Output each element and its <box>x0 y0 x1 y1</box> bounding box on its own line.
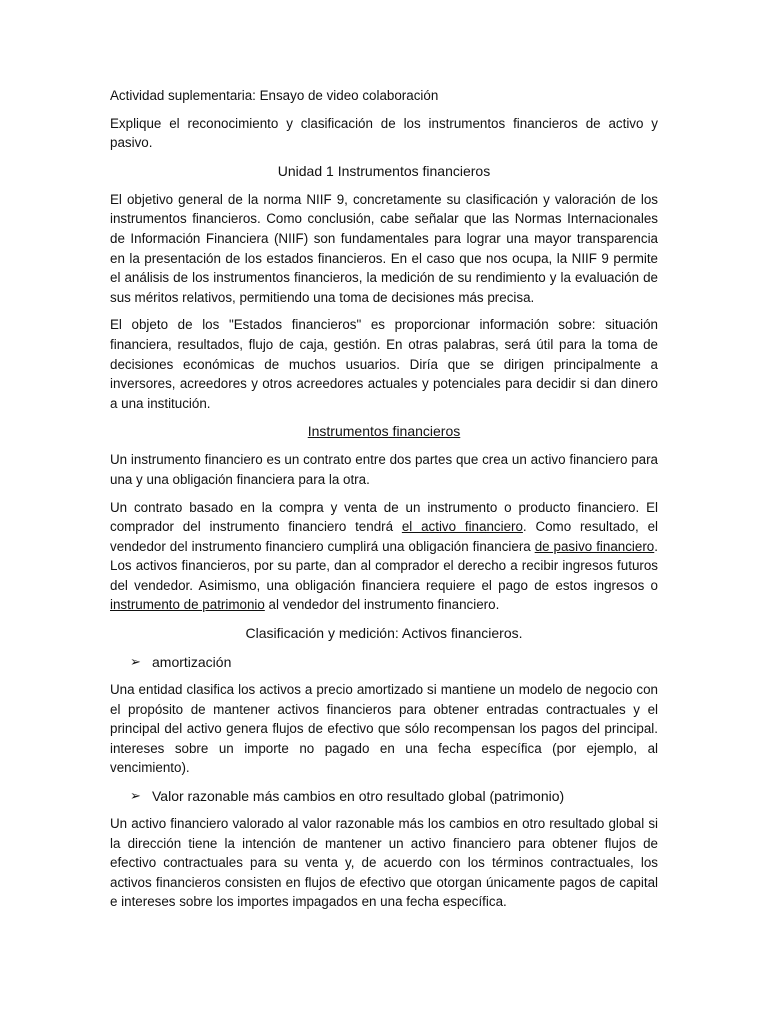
section-heading-instrumentos <box>110 421 658 441</box>
activity-title: Actividad suplementaria: Ensayo de video colaboración <box>110 88 439 103</box>
link-instrumento-patrimonio[interactable]: instrumento de patrimonio <box>110 597 265 613</box>
arrow-bullet-icon: ➢ <box>130 654 141 670</box>
bullet-valor-razonable <box>130 786 658 806</box>
link-pasivo-financiero[interactable]: de pasivo financiero <box>534 538 655 554</box>
paragraph-niif9: El objetivo general de la norma NIIF 9, concretamente su clasificación y valoración de los instrumentos financieros. Como conclusión, cabe señalar que las Normas Internacionales de Información Financiera (NIIF) son fundamentales para lograr una mayor transparencia en la presentación de los estados financieros. En el caso que nos ocupa, la NIIF 9 permite el análisis de los instrumentos financieros, la medición de su rendimiento y la evaluación de sus méritos relativos, permitiendo una toma de decisiones más precisa. <box>110 191 658 305</box>
paragraph-estados-financieros: El objeto de los "Estados financieros" es proporcionar información sobre: situación financiera, resultados, flujo de caja, gestión. En otras palabras, será útil para la toma de decisiones económicas de muchos usuarios. Diría que se dirigen principalmente a inversores, acreedores y otros acreedores actuales y potenciales para decidir si dan dinero a una institución. <box>110 317 658 411</box>
paragraph-contrato-part-d: al vendedor del instrumento financiero. <box>264 597 500 613</box>
paragraph-definicion: Un instrumento financiero es un contrato entre dos partes que crea un activo financiero para una y una obligación financiera para la otra. <box>110 452 658 487</box>
paragraph-contrato <box>110 498 658 616</box>
paragraph-valor-razonable: Un activo financiero valorado al valor razonable más los cambios en otro resultado global si la dirección tiene la intención de mantener un activo financiero para obtener flujos de efectivo contractuales para su venta y, de acuerdo con los términos contractuales, los activos financieros consisten en flujos de efectivo que otorgan únicamente pagos de capital e intereses sobre los importes impagados en una fecha específica. <box>110 816 658 910</box>
activity-prompt: Explique el reconocimiento y clasificación de los instrumentos financieros de activo y pasivo. <box>110 115 658 151</box>
bullet-amortizacion <box>130 652 658 672</box>
classification-heading: Clasificación y medición: Activos financieros. <box>245 625 523 642</box>
unit-heading: Unidad 1 Instrumentos financieros <box>277 162 491 179</box>
paragraph-contrato-part-a: Un contrato basado en la compra y venta de un instrumento o producto financiero. El comprador del instrumento financiero tendrá <box>110 499 658 535</box>
arrow-bullet-icon: ➢ <box>130 788 141 804</box>
bullet-amortizacion-label: amortización <box>152 654 232 671</box>
link-activo-financiero[interactable]: el activo financiero <box>401 519 523 535</box>
paragraph-amortizado: Una entidad clasifica los activos a precio amortizado si mantiene un modelo de negocio con el propósito de mantener activos financieros para obtener entradas contractuales y el principal del activo genera flujos de efectivo que sólo recompensan los pagos del principal. intereses sobre un importe no pagado en una fecha específica (por ejemplo, al vencimiento). <box>110 682 658 776</box>
section-heading-text: Instrumentos financieros <box>307 423 461 440</box>
bullet-valor-razonable-label: Valor razonable más cambios en otro resultado global (patrimonio) <box>152 788 565 805</box>
document-page <box>110 86 658 920</box>
paragraph-contrato-part-c: . Los activos financieros, por su parte, dan al comprador el derecho a recibir ingresos futuros del vendedor. Asimismo, una obligación financiera requiere el pago de estos ingresos o <box>110 538 658 593</box>
paragraph-contrato-part-b: . Como resultado, el vendedor del instrumento financiero cumplirá una obligación financiera <box>110 519 658 554</box>
